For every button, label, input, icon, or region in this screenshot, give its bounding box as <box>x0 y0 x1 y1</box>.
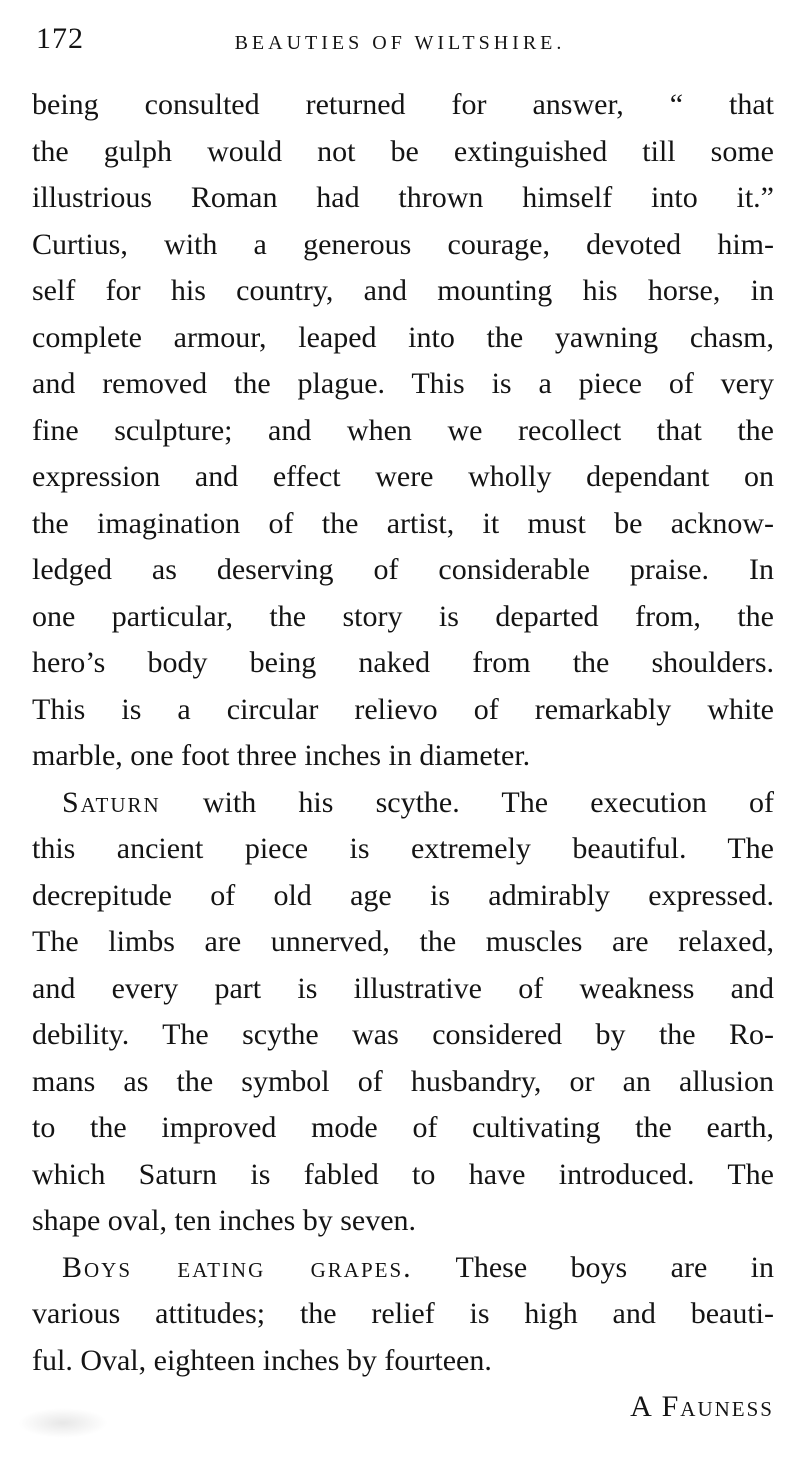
text-line: This is a circular relievo of remarkably white <box>32 692 774 726</box>
text-line: self for his country, and mounting his horse, in <box>32 274 774 307</box>
text-line: and every part is illustrative of weakness and <box>32 971 774 1005</box>
text-line: mans as the symbol of husbandry, or an allusion <box>32 1064 774 1098</box>
boys-first-line-rest: These boys are in <box>455 1250 774 1284</box>
text-line: hero’s body being naked from the shoulders. <box>32 646 774 679</box>
text-line: ful. Oval, eighteen inches by fourteen. <box>32 1343 492 1377</box>
saturn-first-line <box>32 780 774 827</box>
text-line: this ancient piece is extremely beautiful. The <box>32 832 774 865</box>
saturn-heading: Saturn <box>62 785 161 819</box>
text-line: Curtius, with a generous courage, devoted him- <box>32 227 774 261</box>
text-line: fine sculpture; and when we recollect that the <box>32 413 774 447</box>
text-line: one particular, the story is departed from, the <box>32 599 774 633</box>
page-number: 172 <box>36 22 84 55</box>
text-line: The limbs are unnerved, the muscles are relaxed, <box>32 925 774 958</box>
text-line: and removed the plague. This is a piece of very <box>32 367 774 400</box>
page-smudge <box>18 1408 108 1438</box>
running-head: BEAUTIES OF WILTSHIRE. <box>234 32 566 54</box>
text-line: shape oval, ten inches by seven. <box>32 1204 417 1237</box>
text-line: ledged as deserving of considerable praise. In <box>32 553 774 586</box>
text-line: debility. The scythe was considered by the Ro- <box>32 1018 774 1051</box>
text-line: the imagination of the artist, it must be acknow- <box>32 506 774 540</box>
text-line: expression and effect were wholly dependant on <box>32 460 774 493</box>
boys-first-line <box>32 1245 774 1292</box>
text-line: the gulph would not be extinguished till some <box>32 134 774 168</box>
catchword: A Fauness <box>630 1390 774 1423</box>
text-line: decrepitude of old age is admirably expressed. <box>32 878 774 912</box>
text-line: marble, one foot three inches in diameter. <box>32 739 531 772</box>
text-line: which Saturn is fabled to have introduced. The <box>32 1157 774 1191</box>
page-header <box>36 22 764 62</box>
body-text <box>32 82 774 1431</box>
text-line: to the improved mode of cultivating the earth, <box>32 1111 774 1144</box>
boys-heading: Boys eating grapes. <box>62 1250 413 1284</box>
text-line: being consulted returned for answer, “ that <box>32 88 774 121</box>
saturn-first-line-rest: with his scythe. The execution of <box>202 785 774 819</box>
text-line: complete armour, leaped into the yawning chasm, <box>32 320 774 354</box>
text-line: various attitudes; the relief is high and beauti- <box>32 1297 774 1330</box>
text-line: illustrious Roman had thrown himself into it.” <box>32 181 774 214</box>
